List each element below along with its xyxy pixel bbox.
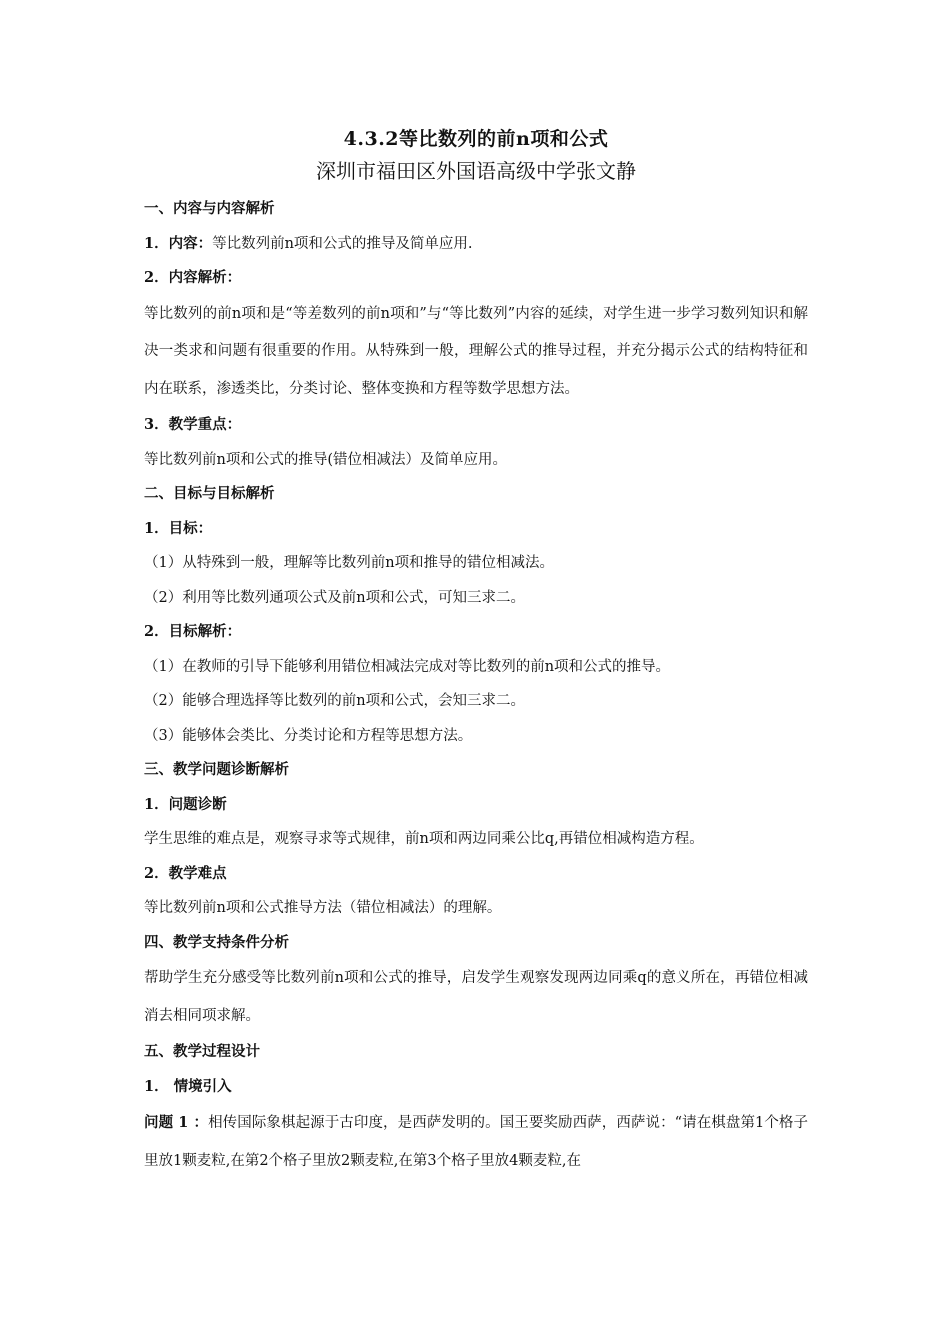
diagnosis-text: 学生思维的难点是，观察寻求等式规律，前n项和两边同乘公比q,再错位相减构造方程。: [144, 831, 704, 847]
goal-analysis-label: 2．目标解析：: [144, 623, 242, 640]
diagnosis-label: 1．问题诊断: [144, 795, 227, 813]
section-heading-goals: 二、目标与目标解析: [144, 485, 275, 502]
goals-label: 1．目标：: [144, 519, 213, 537]
content-analysis-paragraph: 等比数列的前n项和是“等差数列的前n项和”与“等比数列”内容的延续，对学生进一步学习数列知识和解决一类求和问题有很重要的作用。从特殊到一般，理解公式的推导过程，并充分揭示公式的结构特征和内在联系，渗透类比，分类讨论、整体变换和方程等数学思想方法。: [144, 305, 808, 397]
teaching-focus-text: 等比数列前n项和公式的推导(错位相减法）及简单应用。: [144, 451, 507, 468]
document-title: 4.3.2等比数列的前n项和公式: [343, 128, 609, 150]
content-label: 1．内容：: [144, 234, 213, 252]
goal-analysis-item-3: （3）能够体会类比、分类讨论和方程等思想方法。: [144, 727, 473, 744]
support-paragraph: 帮助学生充分感受等比数列前n项和公式的推导，启发学生观察发现两边同乘q的意义所在，再错位相减消去相同项求解。: [144, 970, 808, 1024]
teaching-focus-label: 3．教学重点：: [144, 416, 242, 433]
document-body: [144, 124, 808, 1180]
content-text: 等比数列前n项和公式的推导及简单应用.: [212, 235, 473, 252]
goal-analysis-item-2: （2）能够合理选择等比数列的前n项和公式，会知三求二。: [144, 693, 526, 709]
goal-analysis-item-1: （1）在教师的引导下能够利用错位相减法完成对等比数列的前n项和公式的推导。: [144, 658, 671, 675]
problem-1-text: 相传国际象棋起源于古印度，是西萨发明的。国王要奖励西萨，西萨说：“请在棋盘第1个格子里放1颗麦粒,在第2个格子里放2颗麦粒,在第3个格子里放4颗麦粒,在: [144, 1115, 809, 1169]
section-heading-support: 四、教学支持条件分析: [144, 933, 289, 951]
content-item: [144, 227, 808, 262]
section-heading-content: 一、内容与内容解析: [144, 200, 275, 217]
document-author: 深圳市福田区外国语高级中学张文静: [316, 159, 636, 183]
situation-intro-label: 1． 情境引入: [144, 1077, 232, 1095]
content-analysis-label: 2．内容解析：: [144, 269, 242, 286]
problem-1-label: 问题 1 ：: [144, 1114, 209, 1131]
goal-item-2: （2）利用等比数列通项公式及前n项和公式，可知三求二。: [144, 589, 526, 606]
difficulty-label: 2．教学难点: [144, 864, 227, 882]
section-heading-diagnosis: 三、教学问题诊断解析: [144, 761, 289, 778]
section-heading-process: 五、教学过程设计: [144, 1043, 260, 1060]
goal-item-1: （1）从特殊到一般，理解等比数列前n项和推导的错位相减法。: [144, 555, 555, 571]
difficulty-text: 等比数列前n项和公式推导方法（错位相减法）的理解。: [144, 900, 502, 916]
problem-1-paragraph: [144, 1104, 808, 1180]
